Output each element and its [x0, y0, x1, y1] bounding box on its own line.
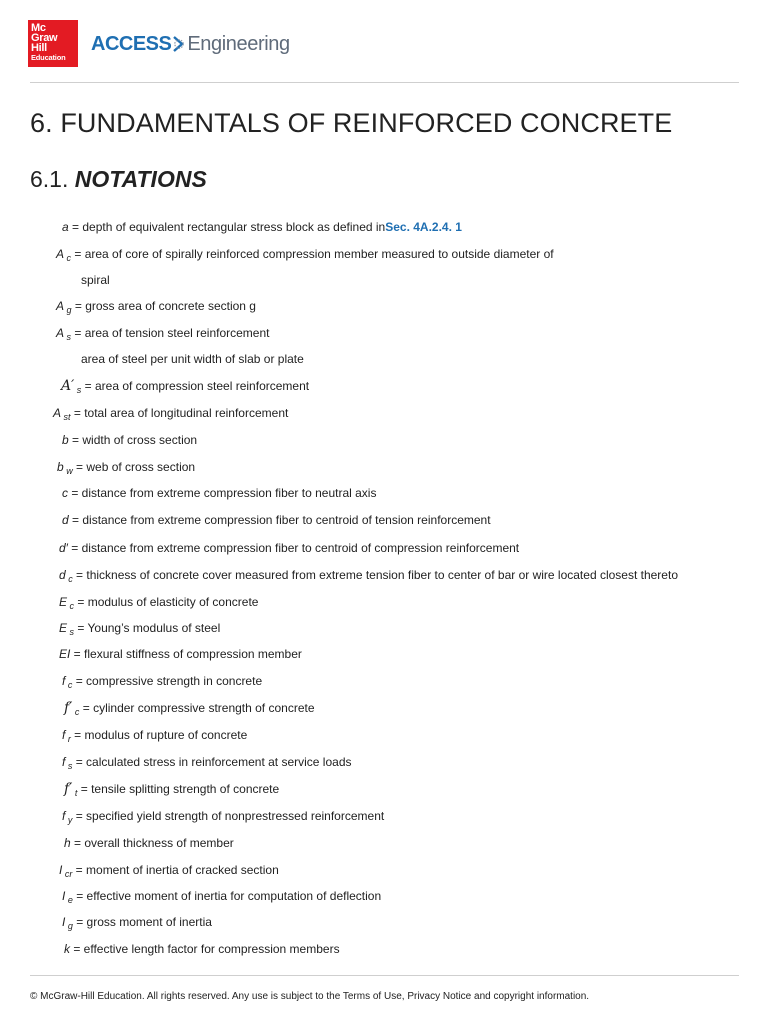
- section-title: [30, 166, 207, 193]
- section-name: NOTATIONS: [74, 166, 207, 192]
- section-number: 6.1.: [30, 166, 69, 192]
- notation-item: [53, 405, 288, 425]
- notation-subscript: c: [64, 253, 72, 263]
- notation-subscript: r: [65, 734, 71, 744]
- notation-item: [56, 246, 554, 266]
- notation-definition: = effective length factor for compression members: [70, 942, 340, 956]
- notation-definition: = modulus of rupture of concrete: [70, 728, 248, 742]
- notation-subscript: c: [65, 574, 73, 584]
- notation-symbol: f: [62, 674, 66, 688]
- gear-icon: [172, 33, 186, 55]
- mcgraw-hill-logo[interactable]: [28, 20, 78, 67]
- notation-item: [59, 567, 678, 587]
- logo-text-line: Mc: [31, 22, 46, 34]
- notation-symbol: I: [62, 889, 66, 903]
- notation-definition: = specified yield strength of nonprestressed reinforcement: [72, 809, 385, 823]
- notation-item: [62, 512, 491, 528]
- logo-text-line: Hill: [31, 42, 47, 54]
- notation-item: [62, 808, 384, 828]
- section-reference-link[interactable]: Sec. 4A.2.4. 1: [385, 220, 462, 234]
- notation-item: [62, 914, 212, 934]
- notation-item: [59, 620, 220, 640]
- notation-subscript: st: [61, 412, 71, 422]
- notation-item: [81, 272, 110, 288]
- notation-symbol: A: [56, 299, 65, 313]
- notation-item: [64, 781, 279, 801]
- notation-symbol: d′: [59, 541, 68, 555]
- notation-item: [59, 540, 519, 556]
- notation-symbol: E: [59, 621, 68, 635]
- notation-symbol: d: [62, 513, 69, 527]
- notation-item: [57, 459, 195, 479]
- notation-definition: = distance from extreme compression fiber to centroid of tension reinforcement: [68, 513, 491, 527]
- notation-definition: = area of core of spirally reinforced compression member measured to outside diameter of: [71, 247, 554, 261]
- logo-text-line: Education: [31, 53, 66, 62]
- header-divider: [30, 82, 739, 83]
- notation-item: [59, 862, 279, 882]
- notation-definition: = depth of equivalent rectangular stress block as defined in: [68, 220, 386, 234]
- notation-subscript: s: [64, 332, 72, 342]
- notation-symbol: I: [59, 863, 63, 877]
- notation-subscript: cr: [62, 869, 73, 879]
- notation-item: [62, 754, 352, 774]
- notation-definition: = modulus of elasticity of concrete: [74, 595, 259, 609]
- notation-subscript: s: [65, 761, 73, 771]
- notation-item: [62, 673, 262, 693]
- notation-symbol: f: [62, 809, 66, 823]
- notation-symbol: f: [62, 755, 66, 769]
- notation-definition: = effective moment of inertia for computation of deflection: [72, 889, 382, 903]
- notation-symbol: A: [56, 326, 65, 340]
- notation-symbol: b: [62, 433, 69, 447]
- notation-symbol: h: [64, 836, 71, 850]
- notation-definition: = cylinder compressive strength of concrete: [79, 701, 315, 715]
- notation-symbol: A: [56, 247, 65, 261]
- notation-subscript: c: [72, 707, 80, 717]
- notation-subscript: s: [74, 385, 82, 395]
- notation-subscript: s: [67, 627, 75, 637]
- notation-symbol: EI: [59, 647, 71, 661]
- notation-definition: = area of tension steel reinforcement: [71, 326, 270, 340]
- logo-engineering-text: Engineering: [187, 32, 290, 55]
- notation-item: [56, 298, 256, 318]
- access-engineering-logo[interactable]: [91, 32, 290, 56]
- notation-symbol: d: [59, 568, 66, 582]
- notation-symbol: I: [62, 915, 66, 929]
- notation-definition: = tensile splitting strength of concrete: [77, 782, 280, 796]
- notation-definition: = distance from extreme compression fiber to neutral axis: [68, 486, 377, 500]
- notation-item: [62, 485, 376, 501]
- notation-definition: = moment of inertia of cracked section: [72, 863, 279, 877]
- notation-symbol: a: [62, 220, 69, 234]
- notation-item: [62, 727, 247, 747]
- notation-item: [59, 646, 302, 662]
- notation-definition: = calculated stress in reinforcement at service loads: [72, 755, 352, 769]
- notation-item: [81, 351, 304, 367]
- notation-symbol: b: [57, 460, 64, 474]
- notation-subscript: c: [65, 680, 73, 690]
- notation-item: [59, 594, 258, 614]
- notation-subscript: y: [65, 815, 73, 825]
- copyright-footer: © McGraw-Hill Education. All rights reserved. Any use is subject to the Terms of Use, Privacy Notice and copyright information.: [30, 991, 590, 1002]
- notation-item: [56, 325, 269, 345]
- notation-definition: = width of cross section: [68, 433, 198, 447]
- notation-item: [62, 432, 197, 448]
- notation-definition: = overall thickness of member: [70, 836, 234, 850]
- notation-item: [64, 700, 315, 720]
- notation-subscript: g: [65, 921, 73, 931]
- notation-item: [62, 219, 462, 235]
- page-header: [28, 20, 740, 82]
- notation-symbol: A′: [61, 378, 75, 394]
- notation-definition: = web of cross section: [72, 460, 196, 474]
- notation-symbol: E: [59, 595, 68, 609]
- notation-item: [61, 378, 309, 398]
- chapter-title: 6. FUNDAMENTALS OF REINFORCED CONCRETE: [30, 108, 673, 138]
- notation-item: [64, 835, 234, 851]
- notation-symbol: f′: [64, 781, 73, 797]
- notation-subscript: e: [65, 895, 73, 905]
- notation-symbol: f′: [64, 700, 73, 716]
- notation-item: [64, 941, 340, 957]
- notation-definition: = gross area of concrete section g: [71, 299, 256, 313]
- notation-definition: = flexural stiffness of compression member: [70, 647, 302, 661]
- notation-subscript: c: [67, 601, 75, 611]
- notation-definition: = thickness of concrete cover measured from extreme tension fiber to center of bar or wire located closest thereto: [72, 568, 678, 582]
- notation-definition: = Young’s modulus of steel: [74, 621, 221, 635]
- logo-access-text: ACCESS: [91, 32, 172, 55]
- notation-definition: = area of compression steel reinforcement: [81, 379, 310, 393]
- notation-definition: spiral: [81, 273, 110, 287]
- notation-definition: = compressive strength in concrete: [72, 674, 263, 688]
- notation-definition: area of steel per unit width of slab or plate: [81, 352, 304, 366]
- notation-symbol: f: [62, 728, 66, 742]
- notation-definition: = total area of longitudinal reinforcement: [70, 406, 289, 420]
- notation-subscript: g: [64, 305, 72, 315]
- notation-symbol: A: [53, 406, 62, 420]
- footer-divider: [30, 975, 739, 976]
- notation-subscript: w: [63, 466, 73, 476]
- notation-definition: = distance from extreme compression fiber to centroid of compression reinforcement: [67, 541, 520, 555]
- notation-subscript: t: [72, 788, 78, 798]
- logo-text-line: Graw: [31, 32, 58, 44]
- notation-symbol: c: [62, 486, 68, 500]
- notation-symbol: k: [64, 942, 70, 956]
- notation-definition: = gross moment of inertia: [72, 915, 212, 929]
- notation-item: [62, 888, 381, 908]
